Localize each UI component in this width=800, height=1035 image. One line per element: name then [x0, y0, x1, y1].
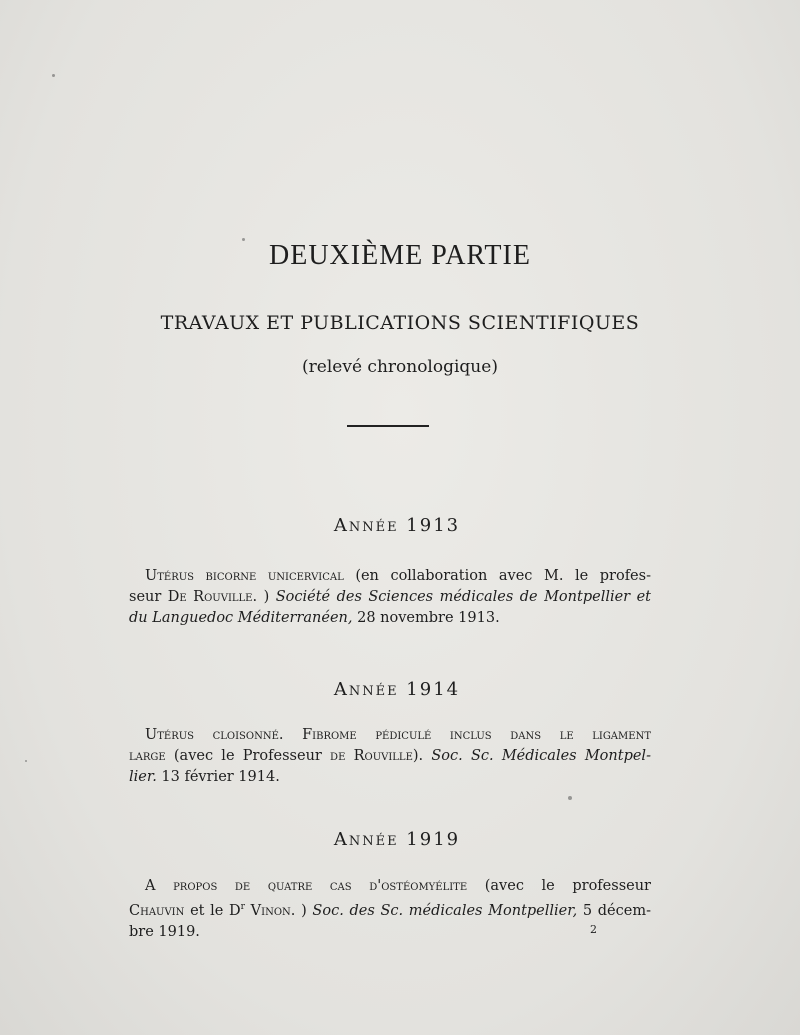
- chronology-note: (relevé chronologique): [302, 357, 498, 377]
- publication-entry-1914: [129, 725, 651, 788]
- entry-text: et le D: [184, 902, 241, 919]
- entry-line: [129, 746, 651, 767]
- author-name: de Rouville: [330, 748, 413, 764]
- publication-title: A propos de quatre cas d'ostéomyélite: [145, 878, 468, 894]
- entry-line: [129, 897, 651, 922]
- publication-date: 13 février 1914.: [156, 769, 280, 785]
- journal-name: Soc. Sc. Médicales Montpel-: [431, 748, 651, 764]
- paper-speck: [52, 74, 55, 77]
- entry-line: [129, 725, 651, 746]
- entry-line: [129, 922, 651, 943]
- part-title: DEUXIÈME PARTIE: [269, 240, 531, 271]
- publication-title: Utérus cloisonné. Fibrome pédiculé inclus dans le ligament: [145, 727, 651, 743]
- entry-text: seur: [129, 589, 168, 605]
- publication-date: 5 décem-: [577, 902, 651, 919]
- entry-line: [129, 587, 651, 608]
- journal-name: du Languedoc Méditerranéen,: [129, 610, 353, 626]
- publication-date: 28 novembre 1913.: [352, 610, 500, 626]
- divider-rule: [347, 425, 429, 427]
- paper-speck: [568, 796, 572, 800]
- author-name: Chauvin: [129, 902, 185, 919]
- author-name: De Rouville: [167, 589, 253, 605]
- page-number: 2: [590, 923, 597, 936]
- journal-name: Société des Sciences médicales de Montpellier et: [275, 589, 651, 605]
- entry-line: [129, 566, 651, 587]
- year-heading-1913: Année 1913: [333, 515, 461, 536]
- paper-speck: [25, 760, 27, 762]
- publication-date: bre 1919.: [129, 923, 200, 940]
- entry-line: [129, 608, 651, 629]
- journal-name: Soc. des Sc. médicales Montpellier,: [312, 902, 578, 919]
- publication-entry-1913: [129, 566, 651, 629]
- entry-line: [129, 767, 651, 788]
- publication-entry-1919: [129, 876, 651, 943]
- journal-name: lier.: [129, 769, 157, 785]
- entry-text: (en collaboration avec M. le profes-: [343, 568, 651, 584]
- entry-text: . ): [252, 589, 276, 605]
- entry-text: (avec le Professeur: [165, 748, 331, 764]
- publication-title: Utérus bicorne unicervical: [145, 568, 344, 584]
- author-name: Vinon: [250, 902, 291, 919]
- year-heading-1919: Année 1919: [333, 829, 461, 850]
- publication-title: large: [129, 748, 166, 764]
- entry-text: (avec le professeur: [467, 878, 651, 894]
- entry-text: . ): [290, 902, 313, 919]
- entry-text: ).: [412, 748, 432, 764]
- superscript: r: [240, 902, 245, 912]
- year-heading-1914: Année 1914: [333, 679, 461, 700]
- entry-line: [129, 876, 651, 897]
- section-subtitle: TRAVAUX ET PUBLICATIONS SCIENTIFIQUES: [160, 312, 640, 334]
